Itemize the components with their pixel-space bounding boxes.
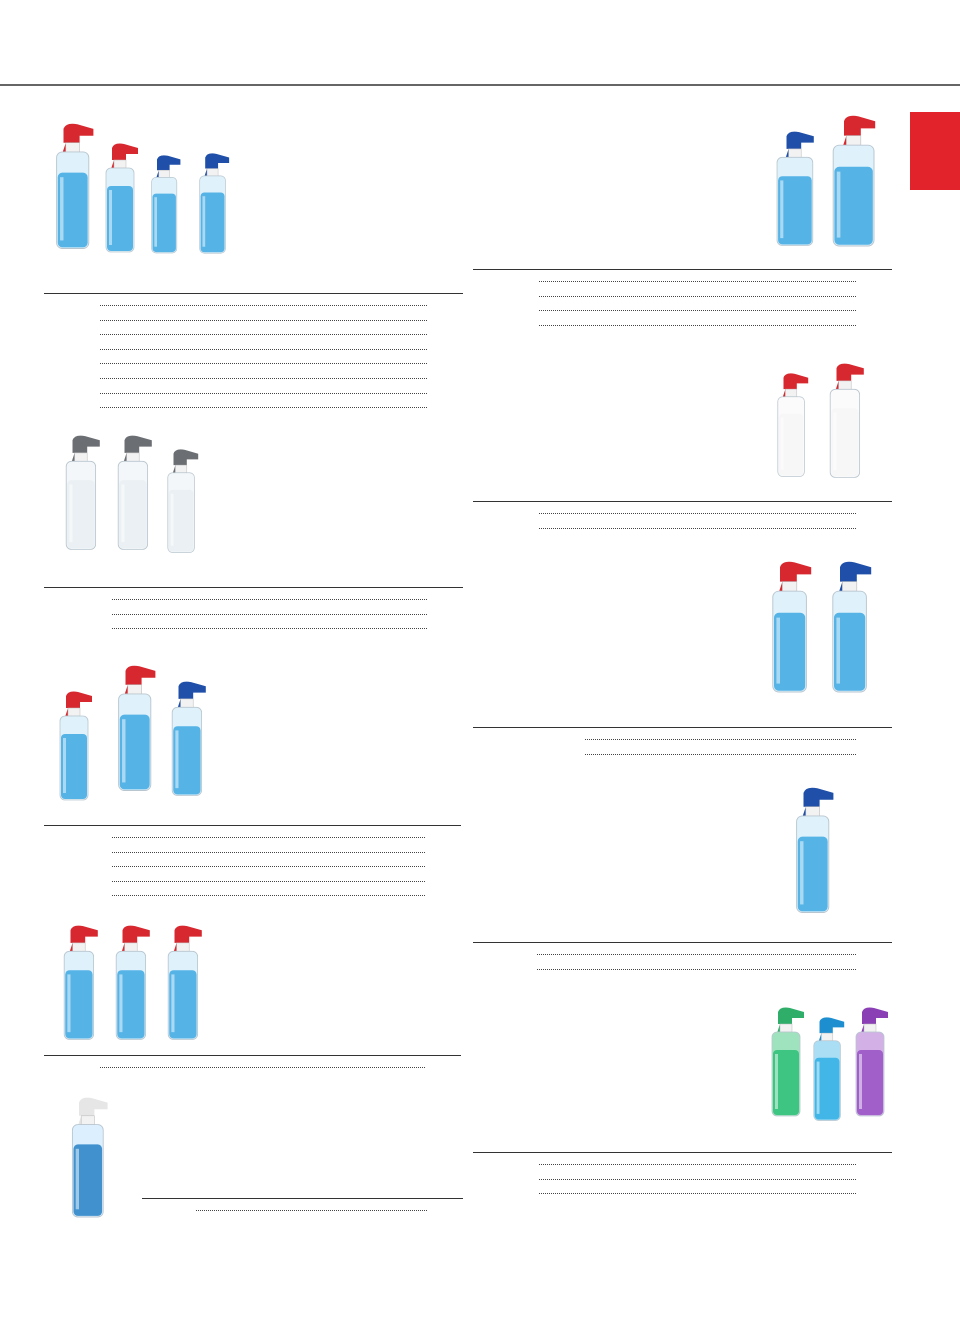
leader-dots [100,352,427,364]
leader-dots [539,270,856,282]
leader-dots [100,323,427,335]
spray-bottle-icon [830,364,864,478]
table-row [142,1199,463,1214]
wide-table [473,255,892,328]
chem-table [44,573,463,632]
table-row [44,382,463,397]
spray-bottle-icon [172,682,206,796]
leader-dots [112,617,427,629]
leader-dots [112,603,427,615]
leader-dots [537,958,856,970]
hdpe-bottles-image [44,112,254,267]
chem-section [221,423,466,425]
spray-bottle-icon [66,436,100,550]
table-header [473,255,892,270]
leader-dots [585,743,856,755]
table-header [44,811,461,826]
blaster-section [221,652,466,654]
table-row [473,958,892,973]
leader-dots [196,1199,427,1211]
spray-bottle-icon [57,124,94,249]
spray-bottle-icon [72,1098,107,1217]
cristal-bottles-image [764,1002,904,1132]
table-row [473,517,892,532]
table-row [44,309,463,324]
table-row [44,826,461,841]
section-tab [910,112,960,190]
spray-bottle-icon [777,132,814,246]
valu-section [218,917,463,919]
spray-bottle-icon [773,562,811,692]
table-row [44,588,463,603]
table-row [44,323,463,338]
leader-dots [100,1056,425,1068]
leader-dots [539,502,856,514]
pvc-table [473,713,892,757]
hydrocarbon-bottle-image [62,1092,132,1227]
leader-dots [100,396,427,408]
header-divider [0,84,960,86]
table-row [473,270,892,285]
orbital-table [473,928,892,972]
table-row [473,1168,892,1183]
big-blaster-bottles-image [50,660,220,810]
table-row [473,299,892,314]
table-row [44,617,463,632]
spray-bottle-icon [118,436,152,550]
cristal-table [473,1138,892,1197]
table-row [44,870,461,885]
spray-bottle-icon [116,926,150,1040]
table-row [44,855,461,870]
blaster-table [44,811,461,899]
leader-dots [112,841,425,853]
hdpe-table [44,279,463,411]
table-header [473,487,892,502]
table-row [44,1056,461,1071]
table-row [473,502,892,517]
valu-table [44,1055,461,1071]
table-header [44,573,463,588]
clean-table [473,487,892,531]
valucheck-bottles-image [56,920,216,1055]
spray-bottle-icon [168,926,202,1040]
table-row [44,884,461,899]
table-row [473,943,892,958]
table-row [44,338,463,353]
table-row [44,367,463,382]
leader-dots [539,517,856,529]
leader-dots [585,728,856,740]
spray-bottle-icon [797,788,834,913]
chemical-bottles-image [58,430,218,570]
leader-dots [112,855,425,867]
spray-bottle-icon [60,692,92,801]
leader-dots [100,294,427,306]
table-row [44,396,463,411]
wide-mouth-bottles-image [770,110,890,255]
table-row [473,1182,892,1197]
table-row [44,294,463,309]
table-header [473,713,892,728]
leader-dots [539,1168,856,1180]
table-header [473,928,892,943]
spray-bottle-icon [200,153,229,253]
table-row [473,728,892,743]
spray-bottle-icon [778,373,808,476]
leader-dots [100,382,427,394]
spray-bottle-icon [168,449,198,552]
table-header [473,1138,892,1153]
table-header [44,279,463,294]
spray-bottle-icon [833,116,875,246]
leader-dots [537,943,856,955]
table-row [473,1153,892,1168]
cleancheck-bottles-image [770,358,880,483]
hydro-table [142,1198,463,1214]
spray-bottle-icon [64,926,98,1040]
leader-dots [112,870,425,882]
cristal-section [473,995,763,999]
table-row [44,841,461,856]
orbital-bottle-image [786,782,856,917]
leader-dots [539,1153,856,1165]
leader-dots [100,309,427,321]
clear-pvc-bottles-image [762,556,892,704]
spray-bottle-icon [814,1017,844,1120]
spray-bottle-icon [772,1008,804,1117]
table-row [44,352,463,367]
spray-bottle-icon [833,562,871,692]
table-row [473,314,892,329]
spray-bottle-icon [152,155,181,253]
leader-dots [539,314,856,326]
leader-dots [100,367,427,379]
leader-dots [112,884,425,896]
spray-bottle-icon [106,144,138,253]
table-row [44,603,463,618]
leader-dots [539,299,856,311]
spray-bottle-icon [119,666,156,791]
leader-dots [112,826,425,838]
leader-dots [100,338,427,350]
clean-section [473,353,763,355]
spray-bottle-icon [856,1008,888,1117]
leader-dots [539,285,856,297]
leader-dots [539,1182,856,1194]
leader-dots [112,588,427,600]
table-row [473,743,892,758]
table-row [473,285,892,300]
